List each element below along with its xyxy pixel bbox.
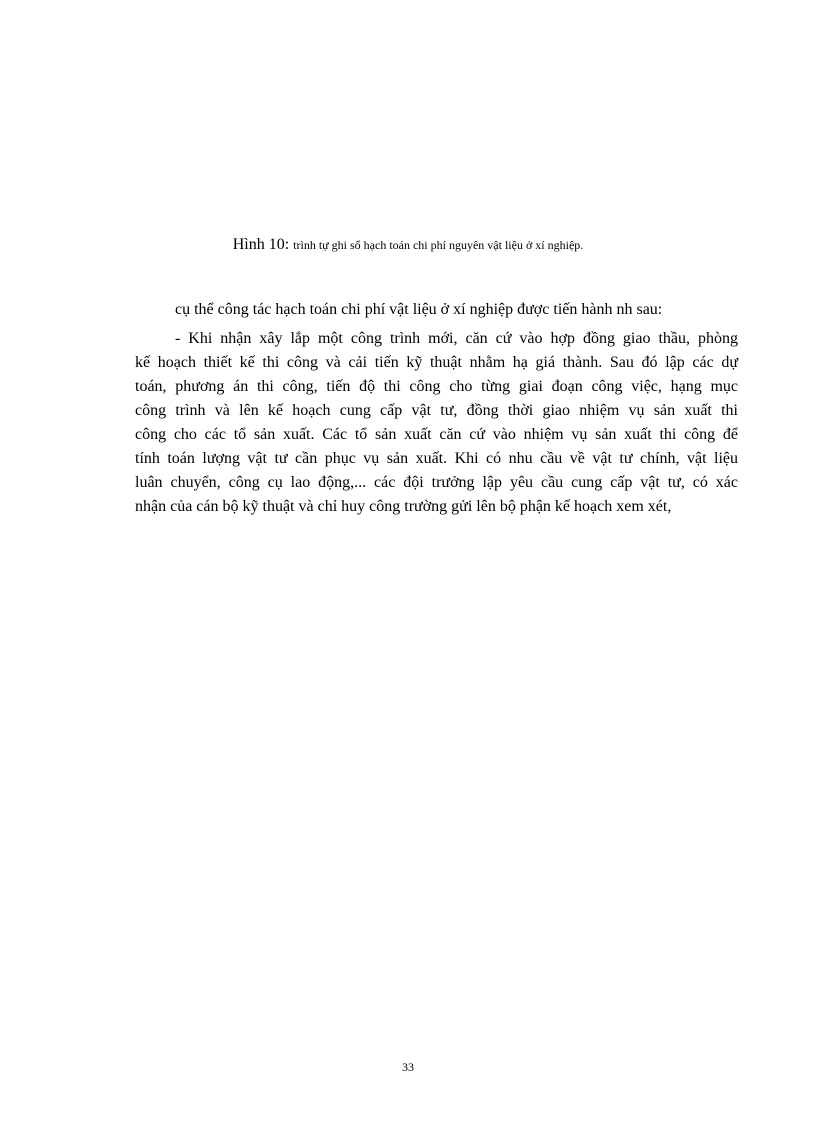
paragraph-line: công cho các tổ sản xuất. Các tổ sản xuất căn cứ vào nhiệm vụ sản xuất thi công để: [135, 426, 738, 443]
paragraph-line: - Khi nhận xây lắp một công trình mới, căn cứ vào hợp đồng giao thầu, phòng: [175, 330, 738, 347]
paragraph-line: nhận của cán bộ kỹ thuật và chỉ huy công trường gửi lên bộ phận kế hoạch xem xét,: [135, 498, 672, 515]
main-paragraph: [135, 327, 738, 519]
page-number: 33: [402, 1060, 414, 1074]
figure-caption-text: trình tự ghi sổ hạch toán chi phí nguyên vật liệu ở xí nghiệp.: [293, 238, 584, 252]
figure-label: Hình 10:: [232, 236, 294, 253]
intro-paragraph: cụ thể công tác hạch toán chi phí vật liệu ở xí nghiệp được tiến hành nh sau:: [175, 301, 663, 318]
paragraph-line: công trình và lên kế hoạch cung cấp vật tư, đồng thời giao nhiệm vụ sản xuất thi: [135, 402, 738, 419]
body-text: [135, 298, 738, 519]
paragraph-line: toán, phương án thi công, tiến độ thi công cho từng giai đoạn công việc, hạng mục: [135, 378, 738, 395]
paragraph-line: tính toán lượng vật tư cần phục vụ sản xuất. Khi có nhu cầu về vật tư chính, vật liệu: [135, 450, 738, 467]
paragraph-line: luân chuyển, công cụ lao động,... các đội trưởng lập yêu cầu cung cấp vật tư, có xác: [135, 474, 738, 491]
figure-caption: [0, 236, 816, 254]
paragraph-line: kế hoạch thiết kế thi công và cải tiến kỹ thuật nhằm hạ giá thành. Sau đó lập các dự: [135, 354, 738, 371]
